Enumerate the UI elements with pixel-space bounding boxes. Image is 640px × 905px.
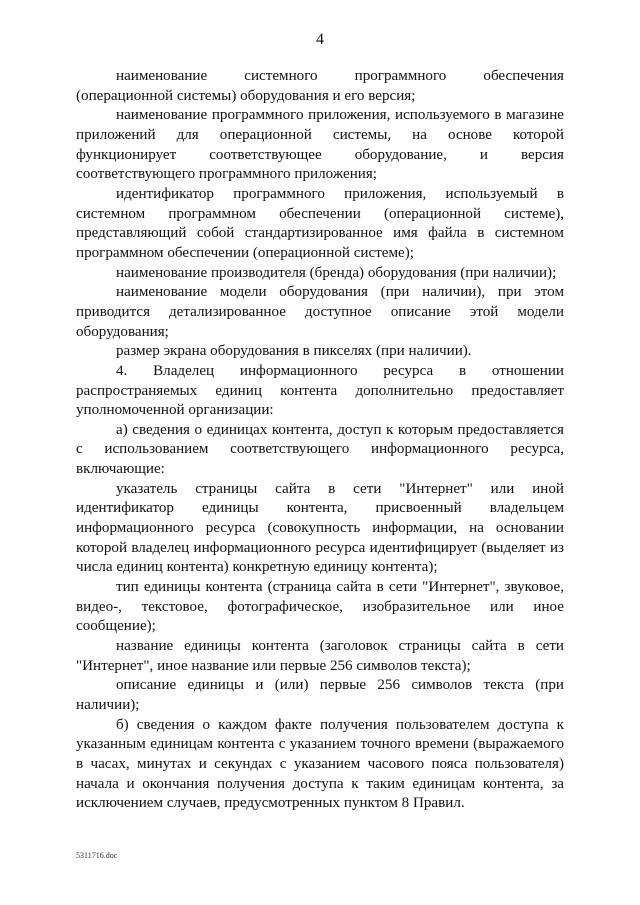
paragraph-content-pointer: указатель страницы сайта в сети "Интернет" или иной идентификатор единицы контента, присвоенный владельцем информационного ресурса (совокупность информации, на основании которой владелец информационного ресурса идентифицирует (выделяет из числа единиц контента) конкретную единицу контента);: [76, 480, 564, 576]
document-footer: 5311716.doc: [76, 851, 118, 860]
paragraph-clause-b: б) сведения о каждом факте получения пользователем доступа к указанным единицам контента с указанием точного времени (выражаемого в часах, минутах и секундах с указанием часового пояса пользователя) начала и окончания получения доступа к таким единицам контента, за исключением случаев, предусмотренных пунктом 8 Правил.: [76, 716, 564, 812]
paragraph-app-name: наименование программного приложения, используемого в магазине приложений для операционной системы, на основе которой функционирует соответствующее оборудование, и версия соответствующего программного приложения;: [76, 107, 564, 183]
paragraph-os-name: наименование системного программного обеспечения (операционной системы) оборудования и его версия;: [76, 68, 564, 104]
paragraph-manufacturer: наименование производителя (бренда) оборудования (при наличии);: [116, 264, 557, 281]
paragraph-app-identifier: идентификатор программного приложения, используемый в системном программном обеспечении (операционной системе), представляющий собой стандартизированное имя файла в системном программном обеспечении (операционной системе);: [76, 185, 564, 261]
paragraph-content-description: описание единицы и (или) первые 256 символов текста (при наличии);: [76, 677, 564, 713]
paragraph-clause-4: 4. Владелец информационного ресурса в отношении распространяемых единиц контента дополнительно предоставляет уполномоченной организации:: [76, 362, 564, 419]
paragraph-content-title: название единицы контента (заголовок страницы сайта в сети "Интернет", иное название или первые 256 символов текста);: [76, 638, 564, 674]
page-number: 4: [316, 31, 324, 48]
document-body: [76, 67, 564, 814]
paragraph-model: наименование модели оборудования (при наличии), при этом приводится детализированное доступное описание этой модели оборудования;: [76, 284, 564, 340]
paragraph-screen-size: размер экрана оборудования в пикселях (при наличии).: [116, 343, 472, 360]
paragraph-clause-a: а) сведения о единицах контента, доступ к которым предоставляется с использованием соответствующего информационного ресурса, включающие:: [76, 421, 564, 478]
paragraph-content-type: тип единицы контента (страница сайта в сети "Интернет", звуковое, видео-, текстовое, фотографическое, изобразительное или иное сообщение);: [76, 579, 564, 635]
